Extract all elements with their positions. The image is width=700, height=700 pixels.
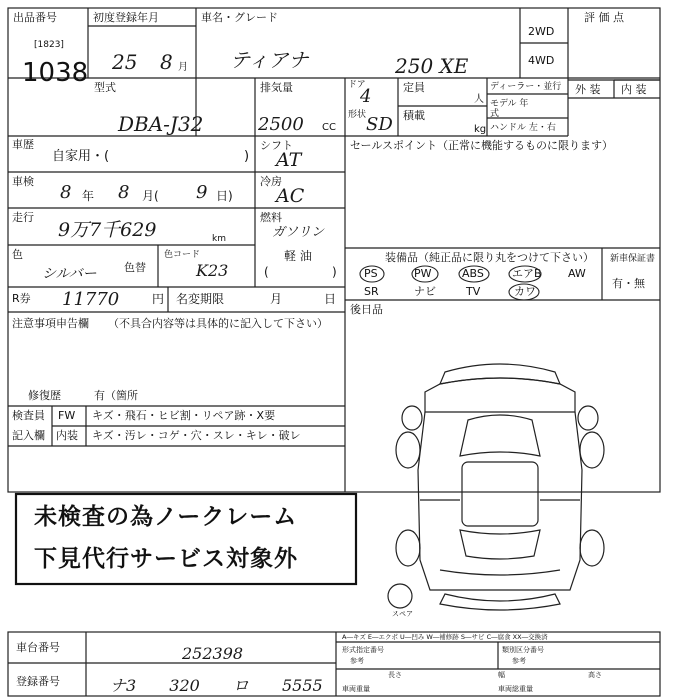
fuel-value: ガソリン <box>272 225 325 240</box>
drive-2wd: 2WD <box>528 25 555 38</box>
length-label: 長さ <box>388 671 402 679</box>
recycle-value: 11770 <box>62 289 120 310</box>
car-name: ティアナ <box>230 48 309 72</box>
rear-parts-label: 後日品 <box>350 303 383 316</box>
handle-label: ハンドル 左・右 <box>490 123 556 133</box>
stamp-line-2: 下見代行サービス対象外 <box>34 546 298 572</box>
insp-day-unit: 日) <box>216 189 233 203</box>
recycle-label: R券 <box>12 292 31 305</box>
insp-month-unit: 月( <box>142 189 159 203</box>
model-label: 型式 <box>94 81 116 94</box>
name-label: 車名・グレード <box>201 11 278 24</box>
recycle-unit: 円 <box>152 292 165 306</box>
stamp-line-1: 未検査の為ノークレーム <box>34 504 298 530</box>
chassis-value: 252398 <box>182 644 244 663</box>
repair-label: 修復歴 <box>28 389 61 402</box>
insp-day: 9 <box>196 182 208 203</box>
reg-year: 25 <box>112 50 138 74</box>
mileage-unit: km <box>212 234 226 244</box>
class-label: 類別区分番号 <box>502 646 544 654</box>
interior-label: 内 装 <box>621 83 647 96</box>
spare-label: スペア <box>392 610 413 618</box>
lot-sub: [1823] <box>34 40 64 50</box>
model-value: DBA-J32 <box>118 112 204 136</box>
ref2-label: 参考 <box>512 657 526 665</box>
inspector-label1: 検査員 <box>12 409 45 422</box>
door-label: ドア <box>348 80 366 90</box>
color-code-value: K23 <box>196 261 229 280</box>
grade: 250 XE <box>395 54 469 78</box>
gross-label: 車両総重量 <box>498 685 533 693</box>
fuel-paren-open: ( <box>264 265 269 279</box>
insp-year-unit: 年 <box>82 189 95 203</box>
color-code-label: 色コード <box>164 250 201 260</box>
plate-label: 登録番号 <box>16 675 60 688</box>
color-change-label: 色替 <box>124 261 146 274</box>
sales-point-label: セールスポイント（正常に機能するものに限ります） <box>350 139 614 152</box>
mileage-value: 9万7千629 <box>58 219 157 241</box>
shift-value: AT <box>276 149 302 171</box>
insp-month: 8 <box>118 182 130 203</box>
fw-label: FW <box>58 409 76 422</box>
chassis-label: 車台番号 <box>16 641 60 654</box>
score-label: 評 価 点 <box>584 11 624 24</box>
equipment-label: 装備品（純正品に限り丸をつけて下さい） <box>385 251 594 264</box>
transfer-day: 日 <box>324 292 337 306</box>
equip-ps: PS <box>364 267 378 280</box>
capacity-label: 定員 <box>403 81 425 94</box>
ref-label: 参考 <box>350 657 364 665</box>
lot-number: 1038 <box>22 58 89 88</box>
fw-text: キズ・飛石・ヒビ割・リペア跡・X要 <box>92 409 276 422</box>
notes-label: 注意事項申告欄 <box>12 317 89 330</box>
notes-sub: （不具合内容等は具体的に記入して下さい） <box>108 317 328 330</box>
equip-tv: TV <box>466 285 481 298</box>
int-text: キズ・汚レ・コゲ・穴・スレ・キレ・破レ <box>92 429 301 442</box>
ac-label: 冷房 <box>260 175 282 188</box>
equip-airbag: エアB <box>512 267 542 280</box>
reg-label: 初度登録年月 <box>93 11 159 24</box>
door-value: 4 <box>360 86 372 107</box>
dealer-label: ディーラー・並行 <box>490 82 562 92</box>
shift-label: シフト <box>260 139 293 152</box>
displacement-unit: CC <box>322 122 336 133</box>
plate-value: ナ3 320 ロ 5555 <box>110 676 323 695</box>
height-label: 高さ <box>588 671 602 679</box>
model-year-label: モデル 年式 <box>490 99 529 119</box>
warranty-value: 有・無 <box>612 277 645 290</box>
insp-year: 8 <box>60 182 72 203</box>
int-label: 内装 <box>56 429 78 442</box>
body-value: SD <box>366 114 393 135</box>
mileage-label: 走行 <box>12 211 34 224</box>
history-value: 自家用・( <box>52 149 110 164</box>
width-label: 幅 <box>498 671 505 679</box>
form-label: 形式指定番号 <box>342 646 384 654</box>
history-close: ) <box>244 149 250 164</box>
warranty-label: 新車保証書 <box>610 254 656 264</box>
repair-value: 有（箇所 <box>94 389 138 402</box>
transfer-month: 月 <box>270 292 283 306</box>
equip-leather: カワ <box>514 285 536 298</box>
weight-label: 車両重量 <box>342 685 370 693</box>
equip-pw: PW <box>414 267 432 280</box>
load-label: 積載 <box>403 109 425 122</box>
reg-month-unit: 月 <box>178 62 188 73</box>
displacement-label: 排気量 <box>260 81 293 94</box>
load-unit: kg <box>474 124 487 135</box>
color-label: 色 <box>12 248 23 261</box>
inspector-label2: 記入欄 <box>12 429 45 442</box>
transfer-label: 名変期限 <box>176 292 225 306</box>
damage-legend: A―キズ E―エクボ U―凹み W―補修跡 S―サビ C―腐食 XX―交換済 <box>342 633 548 641</box>
fuel-light: 軽 油 <box>284 249 312 263</box>
displacement-value: 2500 <box>258 114 304 135</box>
lot-label: 出品番号 <box>13 11 57 24</box>
fuel-label: 燃料 <box>260 211 282 224</box>
reg-month: 8 <box>160 50 173 74</box>
equip-abs: ABS <box>462 267 484 280</box>
equip-sr: SR <box>364 285 379 298</box>
drive-4wd: 4WD <box>528 54 555 67</box>
ac-value: AC <box>276 185 305 207</box>
exterior-label: 外 装 <box>575 83 601 96</box>
equip-aw: AW <box>568 267 586 280</box>
capacity-unit: 人 <box>474 94 484 105</box>
body-label: 形状 <box>348 110 367 120</box>
equip-navi: ナビ <box>414 285 436 298</box>
color-value: シルバー <box>42 266 97 282</box>
history-label: 車歴 <box>12 138 34 151</box>
fuel-paren-close: ) <box>332 265 337 279</box>
inspection-label: 車検 <box>12 175 34 188</box>
